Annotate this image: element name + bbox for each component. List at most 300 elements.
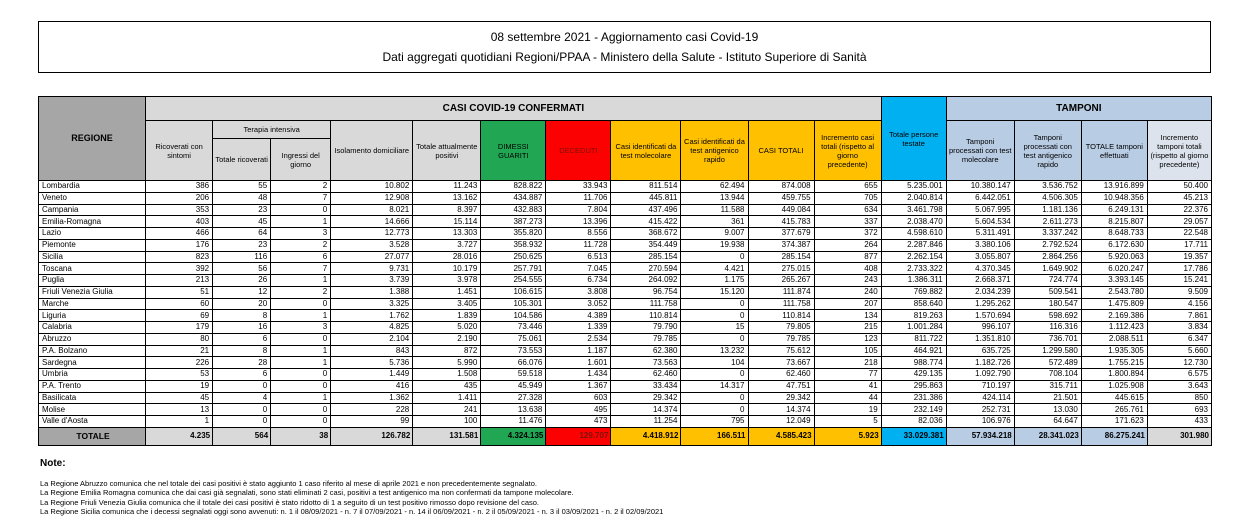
table-row (39, 322, 1212, 334)
col-header-totale-ricoverati: Totale ricoverati (213, 139, 271, 181)
value-cell: 33.943 (546, 181, 611, 193)
value-cell: 15.241 (1147, 275, 1211, 287)
value-cell: 80 (146, 333, 213, 345)
col-header-isolamento-domiciliare: Isolamento domiciliare (331, 121, 413, 181)
col-header-incremento-tamponi: Incremento tamponi totali (rispetto al giorno precedente) (1147, 121, 1211, 181)
value-cell: 206 (146, 192, 213, 204)
region-name: Friuli Venezia Giulia (39, 286, 146, 298)
value-cell: 64.647 (1014, 416, 1081, 428)
value-cell: 180.547 (1014, 298, 1081, 310)
value-cell: 387.273 (481, 216, 546, 228)
table-row (39, 310, 1212, 322)
value-cell: 13.162 (413, 192, 481, 204)
region-name: Umbria (39, 369, 146, 381)
value-cell: 29.057 (1147, 216, 1211, 228)
value-cell: 44 (814, 392, 881, 404)
value-cell: 0 (271, 404, 331, 416)
value-cell: 996.107 (946, 322, 1014, 334)
value-cell: 850 (1147, 392, 1211, 404)
report-subtitle: Dati aggregati quotidiani Regioni/PPAA - Ministero della Salute - Istituto Superiore di Sanità (382, 50, 867, 65)
value-cell: 361 (681, 216, 748, 228)
table-row (39, 204, 1212, 216)
value-cell: 104 (681, 357, 748, 369)
value-cell: 1 (271, 392, 331, 404)
value-cell: 11.476 (481, 416, 546, 428)
value-cell: 16 (213, 322, 271, 334)
value-cell: 811.514 (611, 181, 681, 193)
value-cell: 1 (146, 416, 213, 428)
value-cell: 9.007 (681, 228, 748, 240)
value-cell: 3.055.807 (946, 251, 1014, 263)
value-cell: 110.814 (611, 310, 681, 322)
value-cell: 0 (681, 404, 748, 416)
value-cell: 598.692 (1014, 310, 1081, 322)
value-cell: 858.640 (881, 298, 946, 310)
value-cell: 415.783 (748, 216, 814, 228)
value-cell: 60 (146, 298, 213, 310)
value-cell: 10.179 (413, 263, 481, 275)
value-cell: 3.834 (1147, 322, 1211, 334)
col-header-dimessi-guariti: DIMESSI GUARITI (481, 121, 546, 181)
value-cell: 769.882 (881, 286, 946, 298)
total-tamponi-effettuati: 86.275.241 (1081, 427, 1147, 445)
value-cell: 6.442.051 (946, 192, 1014, 204)
value-cell: 73.563 (611, 357, 681, 369)
col-header-regione: REGIONE (39, 97, 146, 181)
value-cell: 12.730 (1147, 357, 1211, 369)
value-cell: 3.461.798 (881, 204, 946, 216)
covid-data-table (38, 96, 1212, 446)
value-cell: 819.263 (881, 310, 946, 322)
region-name: Sicilia (39, 251, 146, 263)
value-cell: 377.679 (748, 228, 814, 240)
value-cell: 1.386.311 (881, 275, 946, 287)
value-cell: 1 (271, 310, 331, 322)
value-cell: 19.938 (681, 239, 748, 251)
value-cell: 424.114 (946, 392, 1014, 404)
value-cell: 823 (146, 251, 213, 263)
table-row (39, 345, 1212, 357)
total-deceduti: 129.707 (546, 427, 611, 445)
value-cell: 2.262.154 (881, 251, 946, 263)
value-cell: 10.380.147 (946, 181, 1014, 193)
value-cell: 110.814 (748, 310, 814, 322)
value-cell: 55 (213, 181, 271, 193)
value-cell: 2.668.371 (946, 275, 1014, 287)
value-cell: 13.944 (681, 192, 748, 204)
value-cell: 403 (146, 216, 213, 228)
value-cell: 3 (271, 322, 331, 334)
value-cell: 1.508 (413, 369, 481, 381)
total-ingressi: 38 (271, 427, 331, 445)
value-cell: 240 (814, 286, 881, 298)
region-name: Basilicata (39, 392, 146, 404)
value-cell: 811.722 (881, 333, 946, 345)
value-cell: 79.785 (611, 333, 681, 345)
value-cell: 7 (271, 192, 331, 204)
value-cell: 228 (331, 404, 413, 416)
value-cell: 1.025.908 (1081, 380, 1147, 392)
value-cell: 3.337.242 (1014, 228, 1081, 240)
value-cell: 1 (271, 275, 331, 287)
value-cell: 429.135 (881, 369, 946, 381)
value-cell: 2.088.511 (1081, 333, 1147, 345)
value-cell: 2.287.846 (881, 239, 946, 251)
value-cell: 111.758 (748, 298, 814, 310)
value-cell: 1.339 (546, 322, 611, 334)
value-cell: 111.874 (748, 286, 814, 298)
value-cell: 116.316 (1014, 322, 1081, 334)
value-cell: 1.187 (546, 345, 611, 357)
value-cell: 13.030 (1014, 404, 1081, 416)
value-cell: 4 (213, 392, 271, 404)
value-cell: 1.411 (413, 392, 481, 404)
col-header-ingressi-del-giorno: Ingressi del giorno (271, 139, 331, 181)
value-cell: 1.388 (331, 286, 413, 298)
region-name: Marche (39, 298, 146, 310)
col-header-deceduti: DECEDUTI (546, 121, 611, 181)
value-cell: 14.374 (748, 404, 814, 416)
value-cell: 28 (213, 357, 271, 369)
value-cell: 408 (814, 263, 881, 275)
report-title: 08 settembre 2021 - Aggiornamento casi Covid-19 (490, 29, 759, 44)
total-tamponi-molecolare: 57.934.218 (946, 427, 1014, 445)
table-row (39, 286, 1212, 298)
value-cell: 473 (546, 416, 611, 428)
value-cell: 337 (814, 216, 881, 228)
value-cell: 15.114 (413, 216, 481, 228)
region-name: Piemonte (39, 239, 146, 251)
col-header-totale-attualmente-positivi: Totale attualmente positivi (413, 121, 481, 181)
value-cell: 29.342 (611, 392, 681, 404)
value-cell: 2.034.239 (946, 286, 1014, 298)
table-footer (39, 427, 1212, 445)
value-cell: 295.863 (881, 380, 946, 392)
col-header-tamponi-molecolare: Tamponi processati con test molecolare (946, 121, 1014, 181)
value-cell: 5.311.491 (946, 228, 1014, 240)
value-cell: 1.092.790 (946, 369, 1014, 381)
value-cell: 4.825 (331, 322, 413, 334)
value-cell: 1.351.810 (946, 333, 1014, 345)
region-name: Calabria (39, 322, 146, 334)
total-label: TOTALE (39, 427, 146, 445)
value-cell: 11.588 (681, 204, 748, 216)
value-cell: 2 (271, 239, 331, 251)
value-cell: 62.460 (611, 369, 681, 381)
value-cell: 1.839 (413, 310, 481, 322)
value-cell: 6.249.131 (1081, 204, 1147, 216)
value-cell: 3.380.106 (946, 239, 1014, 251)
value-cell: 795 (681, 416, 748, 428)
value-cell: 5.736 (331, 357, 413, 369)
value-cell: 22.376 (1147, 204, 1211, 216)
col-header-tamponi-antigenico: Tamponi processati con test antigenico rapido (1014, 121, 1081, 181)
value-cell: 459.755 (748, 192, 814, 204)
value-cell: 285.154 (748, 251, 814, 263)
value-cell: 12 (213, 286, 271, 298)
value-cell: 4.421 (681, 263, 748, 275)
value-cell: 3.808 (546, 286, 611, 298)
value-cell: 2.169.386 (1081, 310, 1147, 322)
value-cell: 2.190 (413, 333, 481, 345)
value-cell: 2.534 (546, 333, 611, 345)
value-cell: 19.357 (1147, 251, 1211, 263)
value-cell: 116 (213, 251, 271, 263)
value-cell: 7.861 (1147, 310, 1211, 322)
value-cell: 2.611.273 (1014, 216, 1081, 228)
value-cell: 47.751 (748, 380, 814, 392)
value-cell: 509.541 (1014, 286, 1081, 298)
value-cell: 1.112.423 (1081, 322, 1147, 334)
value-cell: 21 (146, 345, 213, 357)
group-header-casi-confermati: CASI COVID-19 CONFERMATI (146, 97, 882, 121)
value-cell: 13 (146, 404, 213, 416)
value-cell: 3.325 (331, 298, 413, 310)
table-row (39, 357, 1212, 369)
value-cell: 2.792.524 (1014, 239, 1081, 251)
value-cell: 64 (213, 228, 271, 240)
value-cell: 1.475.809 (1081, 298, 1147, 310)
value-cell: 8 (213, 345, 271, 357)
value-cell: 265.267 (748, 275, 814, 287)
region-name: Campania (39, 204, 146, 216)
value-cell: 0 (271, 298, 331, 310)
value-cell: 4.506.305 (1014, 192, 1081, 204)
value-cell: 1.762 (331, 310, 413, 322)
value-cell: 1.001.284 (881, 322, 946, 334)
value-cell: 4.370.345 (946, 263, 1014, 275)
value-cell: 1.367 (546, 380, 611, 392)
region-name: P.A. Bolzano (39, 345, 146, 357)
value-cell: 5.660 (1147, 345, 1211, 357)
value-cell: 3.739 (331, 275, 413, 287)
value-cell: 392 (146, 263, 213, 275)
value-cell: 27.077 (331, 251, 413, 263)
value-cell: 3.536.752 (1014, 181, 1081, 193)
value-cell: 736.701 (1014, 333, 1081, 345)
table-row (39, 298, 1212, 310)
value-cell: 988.774 (881, 357, 946, 369)
note-sicilia: La Regione Sicilia comunica che i decessi segnalati oggi sono avvenuti: n. 1 il 08/09/2021 - n. 7 il 07/09/2021 - n. 14 il 06/09/2021 - n. 2 il 05/09/2021 - n. 3 il 03/09/2021 - n. 2 il 02/09/2021 (40, 507, 664, 517)
table-row (39, 416, 1212, 428)
value-cell: 3.978 (413, 275, 481, 287)
value-cell: 96.754 (611, 286, 681, 298)
value-cell: 5.604.534 (946, 216, 1014, 228)
value-cell: 257.791 (481, 263, 546, 275)
value-cell: 21.501 (1014, 392, 1081, 404)
value-cell: 77 (814, 369, 881, 381)
value-cell: 0 (271, 380, 331, 392)
value-cell: 0 (213, 404, 271, 416)
col-header-casi-test-antigenico: Casi identificati da test antigenico rapido (681, 121, 748, 181)
value-cell: 5.920.063 (1081, 251, 1147, 263)
value-cell: 123 (814, 333, 881, 345)
table-row (39, 228, 1212, 240)
value-cell: 8 (213, 310, 271, 322)
value-cell: 708.104 (1014, 369, 1081, 381)
value-cell: 12.908 (331, 192, 413, 204)
value-cell: 0 (271, 369, 331, 381)
value-cell: 105.301 (481, 298, 546, 310)
value-cell: 207 (814, 298, 881, 310)
value-cell: 828.822 (481, 181, 546, 193)
value-cell: 27.328 (481, 392, 546, 404)
value-cell: 45 (213, 216, 271, 228)
col-header-casi-totali: CASI TOTALI (748, 121, 814, 181)
value-cell: 437.496 (611, 204, 681, 216)
value-cell: 1.182.726 (946, 357, 1014, 369)
value-cell: 8.397 (413, 204, 481, 216)
table-row (39, 380, 1212, 392)
value-cell: 53 (146, 369, 213, 381)
value-cell: 6 (213, 369, 271, 381)
value-cell: 75.061 (481, 333, 546, 345)
value-cell: 23 (213, 204, 271, 216)
col-header-totale-tamponi: TOTALE tamponi effettuati (1081, 121, 1147, 181)
value-cell: 66.076 (481, 357, 546, 369)
value-cell: 872 (413, 345, 481, 357)
value-cell: 270.594 (611, 263, 681, 275)
total-tamponi-antigenico: 28.341.023 (1014, 427, 1081, 445)
table-row (39, 275, 1212, 287)
value-cell: 45.949 (481, 380, 546, 392)
total-attualmente-positivi: 131.581 (413, 427, 481, 445)
value-cell: 104.586 (481, 310, 546, 322)
report-header (38, 21, 1211, 73)
value-cell: 5.020 (413, 322, 481, 334)
value-cell: 11.254 (611, 416, 681, 428)
value-cell: 358.932 (481, 239, 546, 251)
value-cell: 1.755.215 (1081, 357, 1147, 369)
value-cell: 432.883 (481, 204, 546, 216)
value-cell: 45 (146, 392, 213, 404)
value-cell: 12.049 (748, 416, 814, 428)
value-cell: 0 (271, 333, 331, 345)
value-cell: 13.396 (546, 216, 611, 228)
note-abruzzo: La Regione Abruzzo comunica che nel totale dei casi positivi è stato aggiunto 1 caso riferito al mese di aprile 2021 e non precedentemente segnalato. (40, 479, 537, 488)
value-cell: 6 (213, 333, 271, 345)
value-cell: 69 (146, 310, 213, 322)
value-cell: 2.104 (331, 333, 413, 345)
col-header-ricoverati-con-sintomi: Ricoverati con sintomi (146, 121, 213, 181)
value-cell: 22.548 (1147, 228, 1211, 240)
value-cell: 13.638 (481, 404, 546, 416)
value-cell: 2.038.470 (881, 216, 946, 228)
col-header-totale-persone-testate: Totale persone testate (881, 97, 946, 181)
value-cell: 51 (146, 286, 213, 298)
value-cell: 275.015 (748, 263, 814, 275)
value-cell: 218 (814, 357, 881, 369)
notes-heading: Note: (40, 458, 66, 469)
value-cell: 5.067.995 (946, 204, 1014, 216)
value-cell: 1.362 (331, 392, 413, 404)
value-cell: 2.040.814 (881, 192, 946, 204)
value-cell: 4.598.610 (881, 228, 946, 240)
value-cell: 877 (814, 251, 881, 263)
value-cell: 264.092 (611, 275, 681, 287)
value-cell: 6.575 (1147, 369, 1211, 381)
value-cell: 1.434 (546, 369, 611, 381)
value-cell: 9.509 (1147, 286, 1211, 298)
value-cell: 1.451 (413, 286, 481, 298)
value-cell: 75.612 (748, 345, 814, 357)
value-cell: 23 (213, 239, 271, 251)
total-isolamento: 126.782 (331, 427, 413, 445)
value-cell: 1.299.580 (1014, 345, 1081, 357)
region-name: Liguria (39, 310, 146, 322)
value-cell: 355.820 (481, 228, 546, 240)
value-cell: 2 (271, 286, 331, 298)
value-cell: 13.916.899 (1081, 181, 1147, 193)
value-cell: 79.785 (748, 333, 814, 345)
region-name: Emilia-Romagna (39, 216, 146, 228)
value-cell: 1 (271, 216, 331, 228)
value-cell: 33.434 (611, 380, 681, 392)
value-cell: 315.711 (1014, 380, 1081, 392)
value-cell: 464.921 (881, 345, 946, 357)
value-cell: 449.084 (748, 204, 814, 216)
value-cell: 6 (271, 251, 331, 263)
value-cell: 386 (146, 181, 213, 193)
value-cell: 106.976 (946, 416, 1014, 428)
value-cell: 354.449 (611, 239, 681, 251)
value-cell: 10.948.356 (1081, 192, 1147, 204)
value-cell: 8.648.733 (1081, 228, 1147, 240)
total-terapia-intensiva: 564 (213, 427, 271, 445)
value-cell: 603 (546, 392, 611, 404)
value-cell: 1.570.694 (946, 310, 1014, 322)
value-cell: 0 (681, 369, 748, 381)
value-cell: 434.887 (481, 192, 546, 204)
value-cell: 241 (413, 404, 481, 416)
value-cell: 6.513 (546, 251, 611, 263)
group-header-tamponi: TAMPONI (946, 97, 1211, 121)
value-cell: 10.802 (331, 181, 413, 193)
value-cell: 1.935.305 (1081, 345, 1147, 357)
value-cell: 12.773 (331, 228, 413, 240)
note-emilia-romagna: La Regione Emilia Romagna comunica che dai casi già segnalati, sono stati eliminati 2 casi, positivi a test antigenico ma non confermati da tampone molecolare. (40, 488, 574, 498)
value-cell: 3.643 (1147, 380, 1211, 392)
value-cell: 213 (146, 275, 213, 287)
value-cell: 843 (331, 345, 413, 357)
total-incremento-casi: 5.923 (814, 427, 881, 445)
value-cell: 5 (814, 416, 881, 428)
value-cell: 250.625 (481, 251, 546, 263)
region-name: Lombardia (39, 181, 146, 193)
value-cell: 6.020.247 (1081, 263, 1147, 275)
value-cell: 14.317 (681, 380, 748, 392)
value-cell: 1.601 (546, 357, 611, 369)
value-cell: 179 (146, 322, 213, 334)
value-cell: 82.036 (881, 416, 946, 428)
value-cell: 106.615 (481, 286, 546, 298)
value-cell: 79.790 (611, 322, 681, 334)
region-name: Puglia (39, 275, 146, 287)
value-cell: 635.725 (946, 345, 1014, 357)
region-name: Toscana (39, 263, 146, 275)
value-cell: 50.400 (1147, 181, 1211, 193)
table-row (39, 251, 1212, 263)
value-cell: 99 (331, 416, 413, 428)
value-cell: 0 (271, 204, 331, 216)
value-cell: 8.215.807 (1081, 216, 1147, 228)
value-cell: 254.555 (481, 275, 546, 287)
region-name: Molise (39, 404, 146, 416)
value-cell: 0 (213, 416, 271, 428)
value-cell: 48 (213, 192, 271, 204)
value-cell: 0 (681, 392, 748, 404)
value-cell: 3.393.145 (1081, 275, 1147, 287)
